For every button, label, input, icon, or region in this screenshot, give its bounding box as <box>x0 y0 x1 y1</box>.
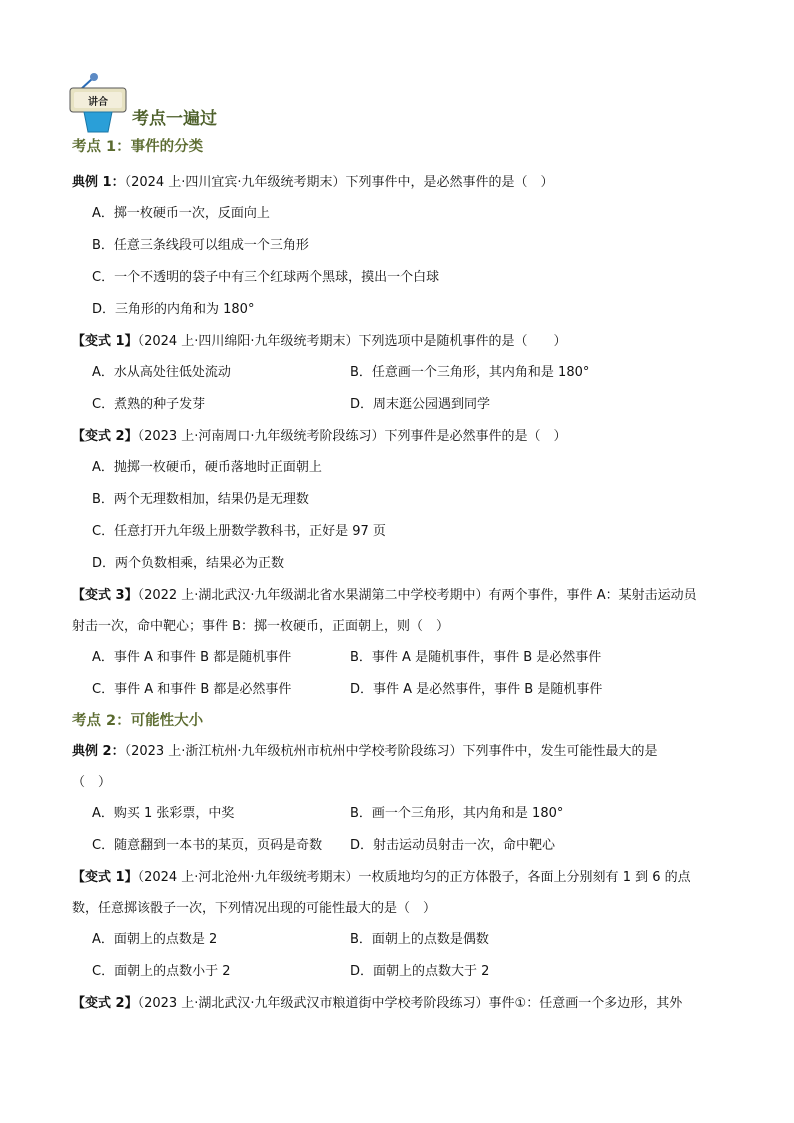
question-text: （2023 上·河南周口·九年级统考阶段练习）下列事件是必然事件的是（ ） <box>137 429 567 444</box>
question-text: （2024 上·四川宜宾·九年级统考期末）下列事件中，是必然事件的是（ ） <box>124 175 554 190</box>
question-variant-3 <box>72 580 732 642</box>
option-b: B．事件 A 是随机事件，事件 B 是必然事件 <box>350 650 602 665</box>
option-row <box>72 674 732 706</box>
question-example-1 <box>72 167 732 198</box>
section-title-1: 考点 1：事件的分类 <box>72 139 204 155</box>
section-title-2: 考点 2：可能性大小 <box>72 713 204 729</box>
option-a: A．面朝上的点数是 2 <box>92 932 218 947</box>
option-a: A．购买 1 张彩票，中奖 <box>92 806 235 821</box>
option-d: D．射击运动员射击一次，命中靶心 <box>350 838 556 853</box>
option-b: B．任意画一个三角形，其内角和是 180° <box>350 365 590 380</box>
question-label: 【变式 2】 <box>72 429 138 444</box>
question-label: 典例 2： <box>72 744 125 759</box>
question-example-2 <box>72 736 732 798</box>
question-text-line-1: （2024 上·河北沧州·九年级统考期末）一枚质地均匀的正方体骰子，各面上分别刻有 1 到 6 的点 <box>137 870 691 885</box>
section-header <box>68 70 268 134</box>
option-d: D．两个负数相乘，结果必为正数 <box>92 556 285 571</box>
option-row <box>72 924 732 956</box>
option-d: D．事件 A 是必然事件，事件 B 是随机事件 <box>350 682 603 697</box>
option-row <box>72 956 732 988</box>
option-a: A．掷一枚硬币一次，反面向上 <box>92 206 270 221</box>
page-title: 考点一遍过 <box>132 109 217 129</box>
option-d: D．三角形的内角和为 180° <box>92 302 255 317</box>
option-c: C．任意打开九年级上册数学教科书，正好是 97 页 <box>92 524 386 539</box>
podium-icon <box>68 70 130 134</box>
document-body <box>72 136 732 1019</box>
option-b: B．画一个三角形，其内角和是 180° <box>350 806 564 821</box>
question-label: 【变式 3】 <box>72 588 138 603</box>
question-text: （2024 上·四川绵阳·九年级统考期末）下列选项中是随机事件的是（ ） <box>137 334 567 349</box>
option-row <box>72 357 732 389</box>
question-label: 【变式 1】 <box>72 870 138 885</box>
option-row <box>72 830 732 862</box>
question-label: 【变式 2】 <box>72 996 138 1011</box>
question-text-line-2: 数，任意掷该骰子一次，下列情况出现的可能性最大的是（ ） <box>72 901 437 916</box>
question-variant-2 <box>72 421 732 452</box>
option-a: A．水从高处往低处流动 <box>92 365 231 380</box>
option-c: C．一个不透明的袋子中有三个红球两个黑球，摸出一个白球 <box>92 270 440 285</box>
question-text-line-1: （2023 上·浙江杭州·九年级杭州市杭州中学校考阶段练习）下列事件中，发生可能性最大的是 <box>124 744 658 759</box>
option-row <box>72 798 732 830</box>
option-b: B．两个无理数相加，结果仍是无理数 <box>92 492 309 507</box>
option-row <box>72 642 732 674</box>
question-text-line-1: （2022 上·湖北武汉·九年级湖北省水果湖第二中学校考期中）有两个事件，事件 A：某射击运动员 <box>137 588 697 603</box>
option-c: C．煮熟的种子发芽 <box>92 397 206 412</box>
question-variant-4 <box>72 862 732 924</box>
option-c: C．事件 A 和事件 B 都是必然事件 <box>92 682 292 697</box>
question-label: 典例 1： <box>72 175 125 190</box>
option-c: C．面朝上的点数小于 2 <box>92 964 231 979</box>
option-b: B．任意三条线段可以组成一个三角形 <box>92 238 309 253</box>
question-text: （2023 上·湖北武汉·九年级武汉市粮道街中学校考阶段练习）事件①：任意画一个多边形，其外 <box>137 996 683 1011</box>
option-d: D．面朝上的点数大于 2 <box>350 964 490 979</box>
option-c: C．随意翻到一本书的某页，页码是奇数 <box>92 838 323 853</box>
question-text-line-2: （ ） <box>72 775 112 790</box>
option-b: B．面朝上的点数是偶数 <box>350 932 489 947</box>
question-variant-1 <box>72 326 732 357</box>
option-a: A．抛掷一枚硬币，硬币落地时正面朝上 <box>92 460 322 475</box>
option-row <box>72 389 732 421</box>
logo-text: 讲合 <box>88 97 108 108</box>
question-label: 【变式 1】 <box>72 334 138 349</box>
question-text-line-2: 射击一次，命中靶心；事件 B：掷一枚硬币，正面朝上，则（ ） <box>72 619 450 634</box>
option-a: A．事件 A 和事件 B 都是随机事件 <box>92 650 292 665</box>
option-d: D．周末逛公园遇到同学 <box>350 397 491 412</box>
question-variant-5 <box>72 988 732 1019</box>
